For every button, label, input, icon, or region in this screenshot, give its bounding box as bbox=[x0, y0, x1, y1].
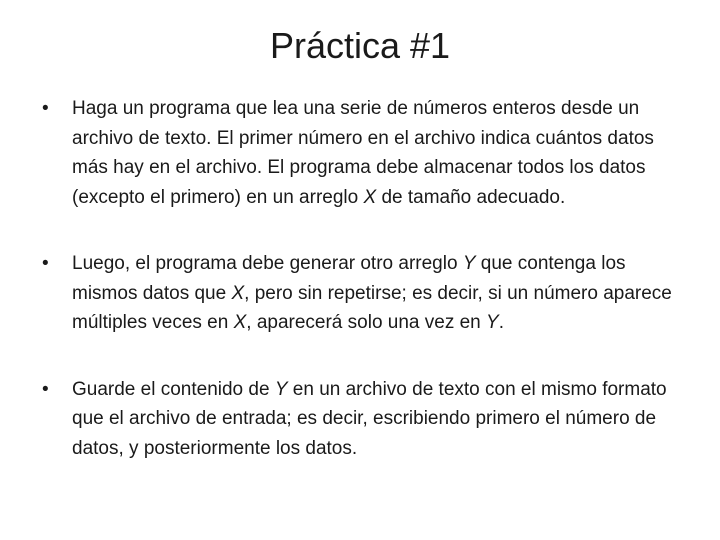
bullet-item bbox=[36, 375, 686, 464]
bullet-icon: • bbox=[42, 378, 49, 400]
bullet-text: Luego, el programa debe generar otro arreglo Y que contenga los mismos datos que X, pero sin repetirse; es decir, si un número aparece múltiples veces en X, aparecerá solo una vez en Y. bbox=[72, 253, 672, 333]
bullet-text: Haga un programa que lea una serie de números enteros desde un archivo de texto. El primer número en el archivo indica cuántos datos más hay en el archivo. El programa debe almacenar todos los datos (excepto el primero) en un arreglo X de tamaño adecuado. bbox=[72, 98, 654, 208]
slide-title: Práctica #1 bbox=[269, 25, 451, 66]
bullet-icon: • bbox=[42, 98, 49, 119]
bullet-item bbox=[36, 249, 686, 338]
bullet-text: Guarde el contenido de Y en un archivo de texto con el mismo formato que el archivo de entrada; es decir, escribiendo primero el número de datos, y posteriormente los datos. bbox=[72, 378, 667, 459]
bullet-icon: • bbox=[42, 253, 49, 274]
bullet-item bbox=[36, 94, 686, 212]
bullet-list bbox=[36, 94, 686, 463]
